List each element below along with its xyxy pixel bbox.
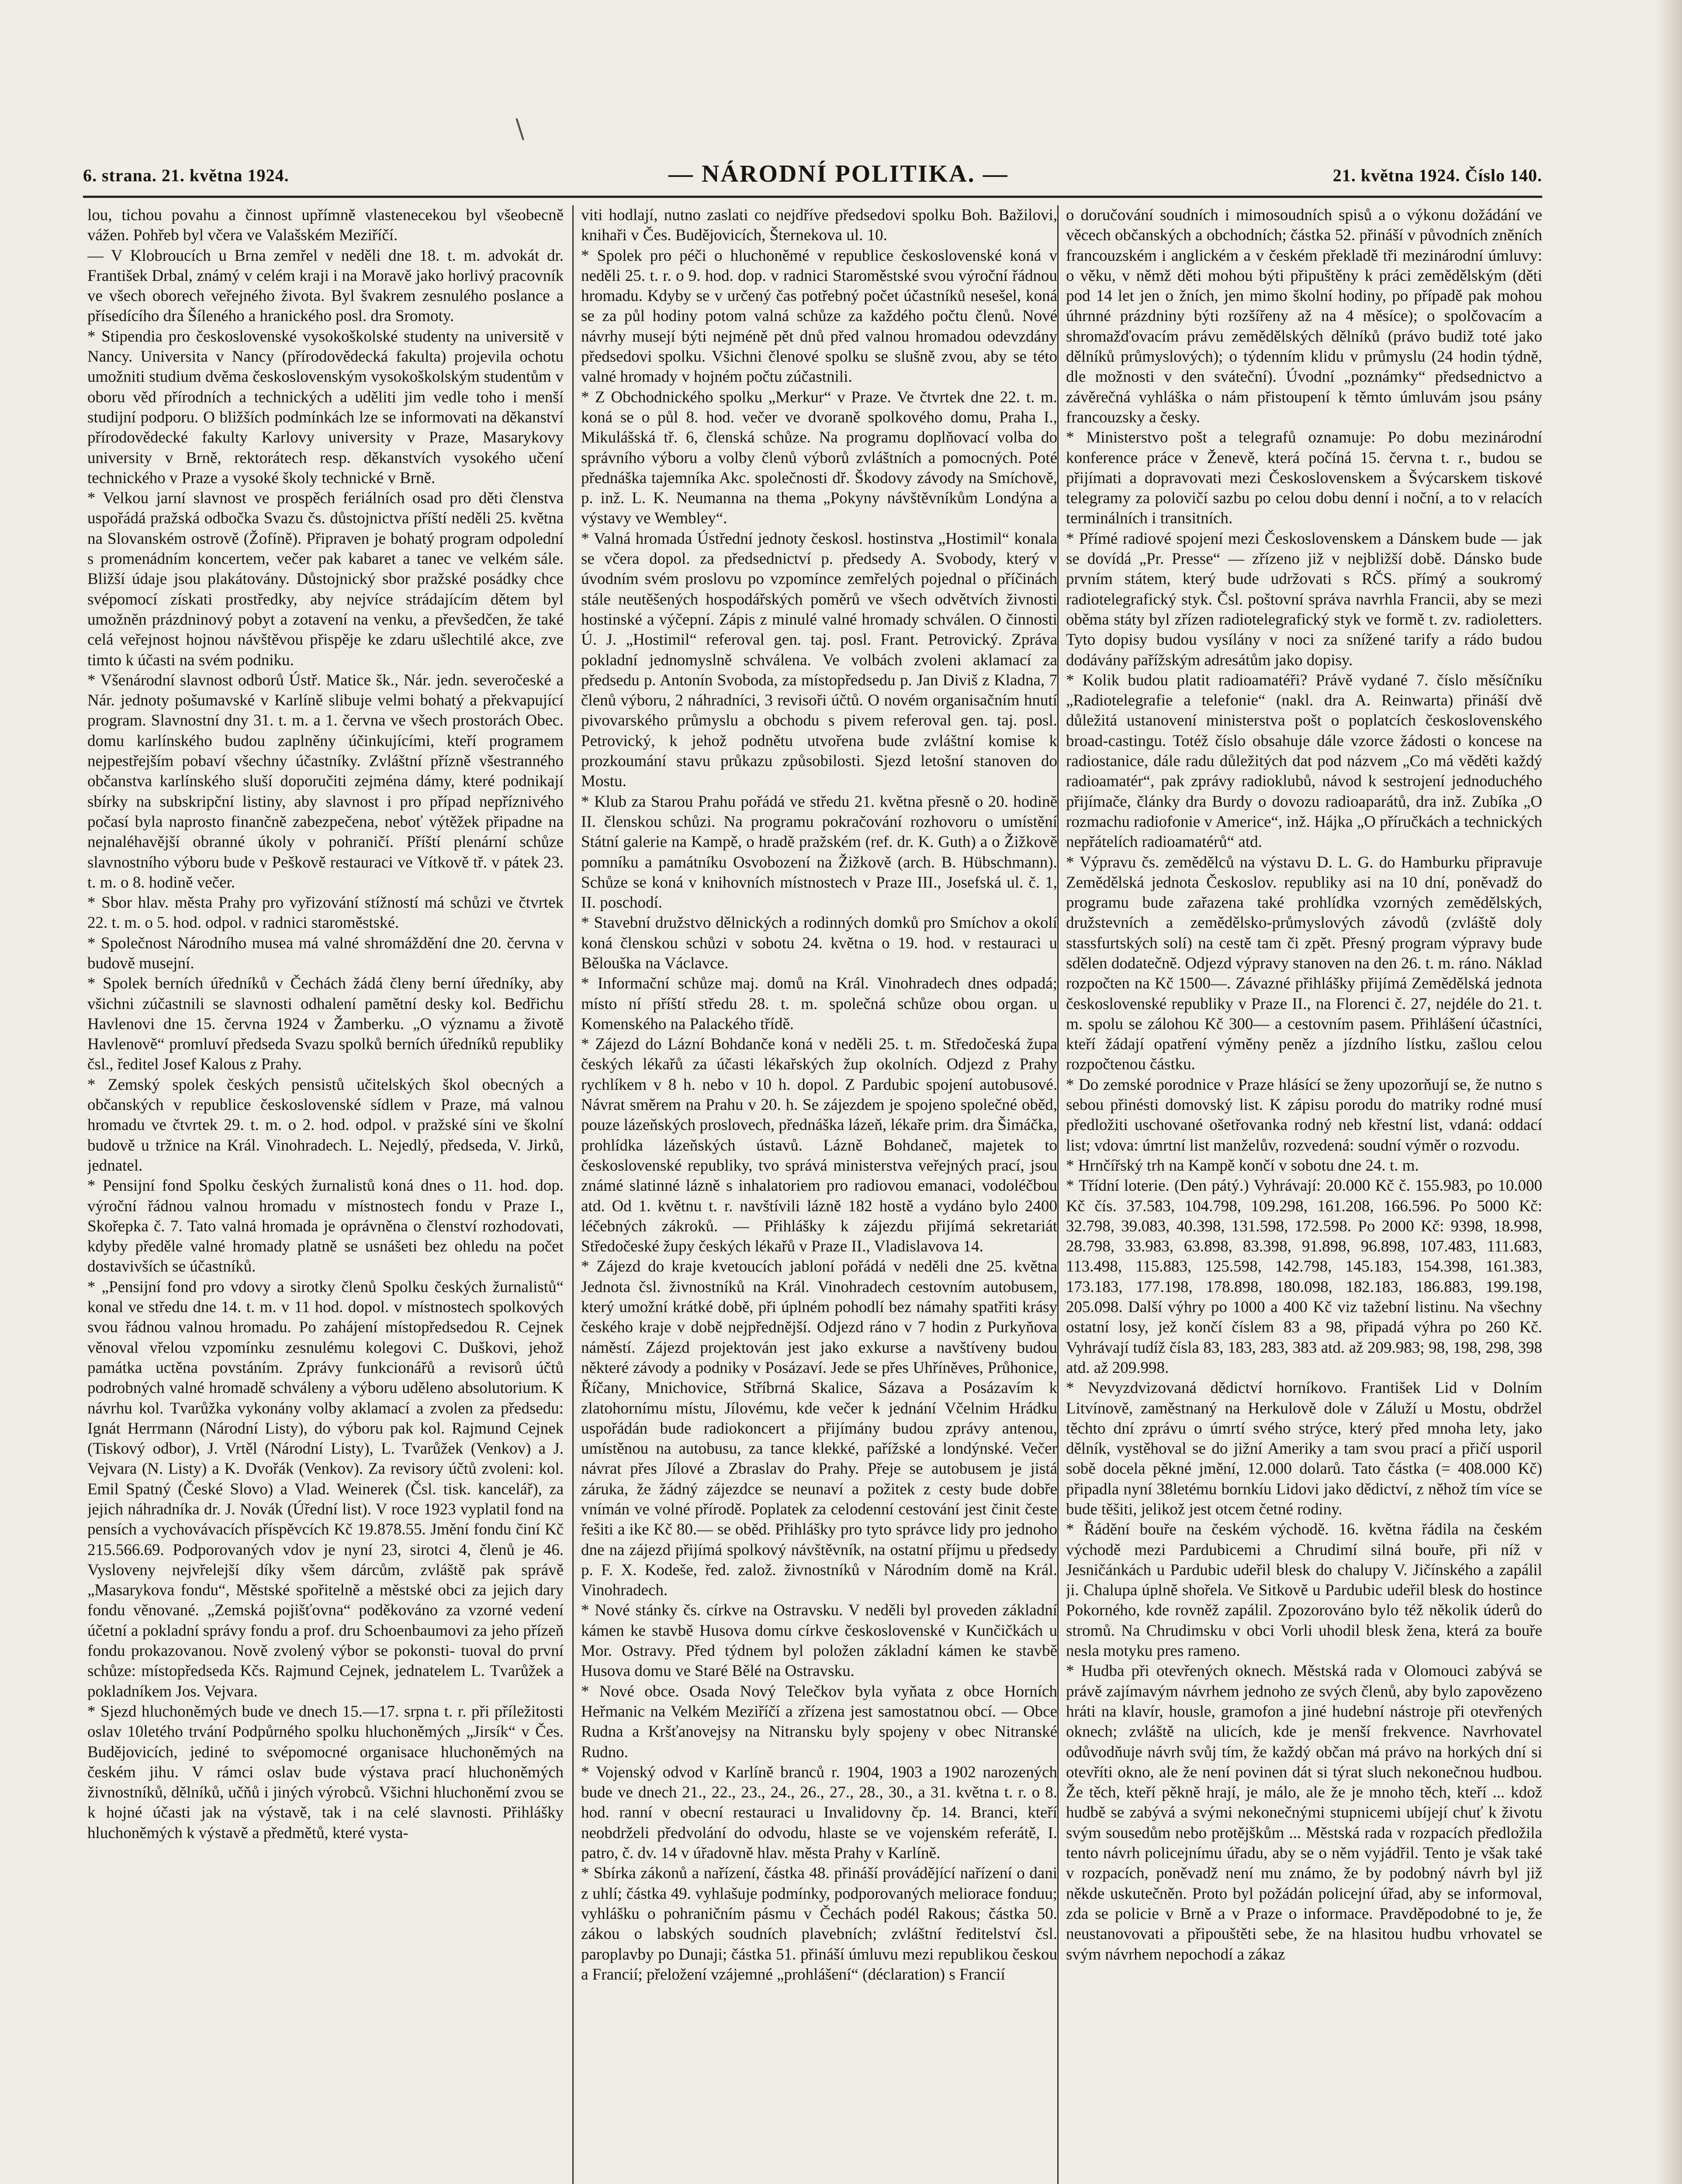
- article-paragraph: * Nové stánky čs. církve na Ostravsku. V neděli byl proveden základní kámen ke stavbě Husova domu církve československé v Kunčičkách u Mor. Ostravy. Před týdnem byl položen základní kámen ke stavbě Husova domu ve Staré Bělé na Ostravsku.: [581, 1601, 1057, 1680]
- stray-mark: \: [516, 114, 525, 144]
- article-paragraph: * Nové obce. Osada Nový Telečkov byla vyňata z obce Horních Heřmanic na Velkém Meziříčí a zřízena jest samostatnou obcí. — Obce Rudna a Kršťanovejsy na Nitransku byly spojeny v obec Nitranské Rudno.: [581, 1682, 1057, 1761]
- article-paragraph: * Z Obchodnického spolku „Merkur“ v Praze. Ve čtvrtek dne 22. t. m. koná se o půl 8. hod. večer ve dvoraně spolkového domu, Praha I., Mikulášská tř. 6, členská schůze. Na programu doplňovací volba do správního výboru a volby členů výborů zvláštních a pomocných. Poté přednáška tajemníka Akc. společnosti dř. Škodovy závody na Smíchově, p. inž. L. K. Neumanna na thema „Pokyny návštěvníkům Londýna a výstavy ve Wembley“.: [581, 388, 1057, 528]
- article-paragraph: * Ministerstvo pošt a telegrafů oznamuje: Po dobu mezinárodní konference práce v Ženevě, která počíná 15. června t. r., budou se přijímati a dopravovati mezi Československem a Švýcarskem tiskové telegramy za polovičí sazbu po celou dobu denní i noční, a to v relacích terminálních i transitních.: [1066, 429, 1542, 528]
- article-paragraph: * Zemský spolek českých pensistů učitelských škol obecných a občanských v republice československé sídlem v Praze, má valnou hromadu ve čtvrtek 29. t. m. o 2. hod. odpol. v pražské síni ve školní budově u tržnice na Král. Vinohradech. L. Nejedlý, předseda, V. Jirků, jednatel.: [87, 1075, 564, 1175]
- article-paragraph: lou, tichou povahu a činnost upřímně vlastenecekou byl všeobecně vážen. Pohřeb byl včera ve Valašském Meziříčí.: [87, 206, 564, 245]
- article-paragraph: * Sbor hlav. města Prahy pro vyřizování stížností má schůzi ve čtvrtek 22. t. m. o 5. hod. odpol. v radnici staroměstské.: [87, 894, 564, 932]
- article-paragraph: * Informační schůze maj. domů na Král. Vinohradech dnes odpadá; místo ní příští středu 28. t. m. společná schůze obou organ. u Komenského na Palackého třídě.: [581, 975, 1057, 1033]
- column-divider: [1057, 205, 1059, 2184]
- article-paragraph: * Zájezd do Lázní Bohdanče koná v neděli 25. t. m. Středočeská župa českých lékařů za účasti lékařských žup okolních. Odjezd z Prahy rychlíkem v 8 h. nebo v 10 h. dopol. Z Pardubic spojení autobusové. Návrat směrem na Prahu v 20. h. Se zájezdem je spojeno společné oběd, pouze lázeňských proslovech, přednáška lázeň, lékaře prim. dra Šimáčka, prohlídka lázeňských ústavů. Lázně Bohdaneč, majetek to československé republiky, tvo správá ministerstva veřejných prací, jsou známé slatinné lázně s inhalatoriem pro radiovou emanaci, vodoléčbou atd. Od 1. květnu t. r. navštívili lázně 182 hostě a vydáno bylo 2400 léčebných zákroků. — Přihlášky k zájezdu přijímá sekretariát Středočeské župy českých lékařů v Praze II., Vladislavova 14.: [581, 1035, 1057, 1256]
- article-paragraph: * Spolek berních úředníků v Čechách žádá členy berní úředníky, aby všichni zúčastnili se slavnosti odhalení pamětní desky kol. Bedřichu Havlenovi dne 15. června 1924 v Žamberku. „O významu a životě Havlenově“ promluví předseda Svazu spolků berních úředníků republiky čsl., ředitel Josef Kalous z Prahy.: [87, 975, 564, 1074]
- article-paragraph: * Všenárodní slavnost odborů Ústř. Matice šk., Nár. jedn. severočeské a Nár. jednoty pošumavské v Karlíně slibuje velmi bohatý a překvapující program. Slavnostní dny 31. t. m. a 1. června ve všech prostorách Obec. domu karlínského budou zaplněny účinkujícími, kteří programem nejpestřejším pobaví všechny účastníky. Zvláštní přízně všestranného občanstva karlínského sluší doporučiti zejména dámy, které podnikají sbírky na subskripční listiny, aby slavnost i pro případ nepříznivého počasí byla naprosto finančně zabezpečena, neboť výtěžek připadne na nejnaléhavější obranné úkoly v pohraničí. Příští plenární schůze slavnostního výboru bude v Peškově restauraci ve Vítkově tř. v pátek 23. t. m. o 8. hodině večer.: [87, 671, 564, 892]
- article-paragraph: — V Klobroucích u Brna zemřel v neděli dne 18. t. m. advokát dr. František Drbal, známý v celém kraji i na Moravě jako horlivý pracovník ve všech oborech veřejného života. Byl švakrem zesnulého poslance a přísedícího dra Šíleného a hranického posl. dra Sromoty.: [87, 246, 564, 325]
- article-paragraph: viti hodlají, nutno zaslati co nejdříve předsedovi spolku Boh. Bažilovi, knihaři v Čes. Budějovicích, Šternekova ul. 10.: [581, 206, 1057, 245]
- article-paragraph: * Výpravu čs. zemědělců na výstavu D. L. G. do Hamburku připravuje Zemědělská jednota Českoslov. republiky asi na 10 dní, poněvadž do programu bude zařazena také prohlídka vzorných zemědělských, družstevních a zemědělsko-průmyslových závodů (zvláště doly stassfurtských solí) na cestě tam či zpět. Přesný program výpravy bude sdělen dodatečně. Odjezd výpravy stanoven na den 26. t. m. ráno. Náklad rozpočten na Kč 1500—. Závazné přihlášky přijímá Zemědělská jednota československé republiky v Praze II., na Florenci č. 27, nejdéle do 21. t. m. spolu se zálohou Kč 300— a cestovním pasem. Přihlášení účastníci, kteří žádají opatření výměny peněz a jízdního lístku, zašlou celou rozpočtenou částku.: [1066, 853, 1542, 1074]
- column-3: [1066, 205, 1542, 2184]
- page-edge-shadow: [1656, 0, 1682, 2184]
- article-paragraph: * Třídní loterie. (Den pátý.) Vyhrávají: 20.000 Kč č. 155.983, po 10.000 Kč čís. 37.583, 104.798, 109.298, 161.208, 166.596. Po 5000 Kč: 32.798, 39.083, 40.398, 131.598, 172.598. Po 2000 Kč: 9398, 18.998, 28.798, 33.983, 63.898, 83.398, 91.898, 96.898, 107.483, 111.683, 113.498, 115.883, 125.598, 142.798, 145.183, 154.398, 161.383, 173.183, 177.198, 178.898, 180.098, 182.183, 186.883, 199.198, 205.098. Další výhry po 1000 a 400 Kč viz tažební listinu. Na všechny ostatní losy, jež končí číslem 83 a 98, připadá výhra po 260 Kč. Vyhrávají tudíž čísla 83, 183, 283, 383 atd. až 209.983; 98, 198, 298, 398 atd. až 209.998.: [1066, 1177, 1542, 1377]
- article-paragraph: * Velkou jarní slavnost ve prospěch feriálních osad pro děti členstva uspořádá pražská odbočka Svazu čs. důstojnictva příští neděli 25. května na Slovanském ostrově (Žofíně). Připraven je bohatý program odpolední s promenádním koncertem, večer pak kabaret a tanec ve velkém sále. Bližší údaje jsou plakátovány. Důstojnický sbor pražské posádky chce svépomocí získati prostředky, aby nejvíce strádajícím dětem byl umožněn prázdninový pobyt a zotavení na venku, a převšedčen, že také celá veřejnost hojnou návštěvou přispěje ke zdaru ušlechtilé akce, zve timto k účasti na svém podniku.: [87, 489, 564, 669]
- article-paragraph: * Valná hromada Ústřední jednoty českosl. hostinstva „Hostimil“ konala se včera dopol. za předsednictví p. předsedy A. Svobody, který v úvodním svém proslovu po vzpomínce zemřelých pojednal o příčinách stále neutěšených hospodářských poměrů ve všech odvětvích živnosti hostinské a výčepní. Zápis z minulé valné hromady schválen. O činnosti Ú. J. „Hostimil“ referoval gen. taj. posl. Frant. Petrovický. Zpráva pokladní jednomyslně schválena. Ve volbách zvoleni aklamací za předsedu p. Antonín Svoboda, za místopředsedu p. Jan Diviš z Kladna, 7 členů výboru, 2 náhradníci, 3 revisoři účtů. O novém organisačním hnutí pivovarského průmyslu a obchodu s pivem referoval gen. taj. posl. Petrovický, k jehož podnětu utvořena bude zvláštní komise k prozkoumání stavu průkazu způsobilosti. Sjezd letošní stanoven do Mostu.: [581, 529, 1057, 791]
- article-paragraph: * Přímé radiové spojení mezi Československem a Dánskem bude — jak se dovídá „Pr. Presse“ — zřízeno již v nejbližší době. Dánsko bude prvním státem, který bude udržovati s RČS. přímý a soukromý radiotelegrafický styk. Čsl. poštovní správa navrhla Francii, aby se mezi oběma státy byl zřízen radiotelegrafický styk ve formě t. zv. radioletters. Tyto dopisy budou vysílány v noci za snížené tarify a rádo budou dodávány pařížským adresátům jako dopisy.: [1066, 529, 1542, 669]
- article-paragraph: * Pensijní fond Spolku českých žurnalistů koná dnes o 11. hod. dop. výroční řádnou valnou hromadu v místnostech fondu v Praze I., Skořepka č. 7. Tato valná hromada je oprávněna o členství rozhodovati, kdyby předěle valné hromady platně se usnášeti bez ohledu na počet dostavivších se účastníků.: [87, 1177, 564, 1276]
- article-paragraph: * Stipendia pro československé vysokoškolské studenty na universitě v Nancy. Universita v Nancy (přírodovědecká fakulta) projevila ochotu umožniti studium dvěma československým vysokoškolským studentům v oboru věd přírodních a technických a uděliti jim vedle toho i menší studijní podporu. O bližších podmínkách lze se informovati na děkanství přírodovědecké fakulty Karlovy university v Praze, Masarykovy university v Brně, rektorátech resp. děkanstvích vysokého učení technického v Praze a vysoké školy technické v Brně.: [87, 327, 564, 487]
- article-paragraph: * Řádění bouře na českém východě. 16. května řádila na českém východě mezi Pardubicemi a Chrudimí silná bouře, při níž v Jesničánkách u Pardubic udeřil blesk do chalupy V. Jičínského a zapálil ji. Chalupa úplně shořela. Ve Sitkově u Pardubic udeřil blesk do hostince Pokorného, kde rovněž zapálil. Zpozorováno bylo též několik úderů do stromů. Na Chrudimsku v obci Vorli uhodil blesk žena, která za bouře nesla motyku pres rameno.: [1066, 1521, 1542, 1660]
- article-paragraph: * Spolek pro péči o hluchoněmé v republice československé koná v neděli 25. t. r. o 9. hod. dop. v radnici Staroměstské svou výroční řádnou hromadu. Kdyby se v určený čas potřebný počet účastníků nesešel, koná se za půl hodiny potom valná schůze za každého počtu členů. Nové návrhy musejí býti nejméně pět dnů před valnou hromadou odevzdány předsedovi spolku. Všichni členové spolku se slušně zvou, aby se této valné hromady v hojném počtu zúčastnili.: [581, 246, 1057, 386]
- column-1: [87, 205, 564, 2184]
- masthead-title: — NÁRODNÍ POLITIKA. —: [668, 160, 1009, 187]
- column-divider: [572, 205, 574, 2184]
- article-paragraph: * Klub za Starou Prahu pořádá ve středu 21. května přesně o 20. hodině II. členskou schůzi. Na programu pokračování rozhovoru o umístění Státní galerie na Kampě, o hradě pražském (ref. dr. K. Guth) a o Žižkově pomníku a památníku Osvobození na Žižkově (arch. B. Hübschmann). Schůze se koná v knihovních místnostech v Praze III., Josefská ul. č. 1, II. poschodí.: [581, 792, 1057, 912]
- article-paragraph: * Hrnčířský trh na Kampě končí v sobotu dne 24. t. m.: [1066, 1156, 1419, 1175]
- article-paragraph: * Hudba při otevřených oknech. Městská rada v Olomouci zabývá se právě zajímavým návrhem jednoho ze svých členů, aby bylo zapovězeno hráti na klavír, housle, gramofon a jiné hudební nástroje při otevřených oknech; zvláště na ulicích, kde je menší frekvence. Navrhovatel odůvodňuje návrh svůj tím, že každý občan má právo na horkých dní si otevříti okno, ale že není povinen dát si týrat sluch nekonečnou hudbou. Že těch, kteří pěkně hrají, je málo, ale že je mnoho těch, kteří ... kdož hudbě se zabývá a svými nekonečnými stupnicemi ubíjejí chuť k životu svým sousedům nebo protějškům ... Městská rada v rozpacích předložila tento návrh policejnímu úřadu, aby se o něm vyjádřil. Tento je však také v rozpacích, poněvadž není mu známo, že by podobný návrh byl již někde uskutečněn. Proto byl požádán policejní úřad, aby se informoval, zda se policie v Brně a v Praze o informace. Pravděpodobné to je, že neustanovovati a připouštěti sebe, že na hlasitou hudbu vrhovatel se svým návrhem nepochodí a zákaz: [1066, 1662, 1542, 1963]
- article-paragraph: * Zájezd do kraje kvetoucích jabloní pořádá v neděli dne 25. května Jednota čsl. živnostníků na Král. Vinohradech cestovním autobusem, který umožní krátké době, při úplném pohodlí bez námahy spatřiti krásy českého kraje v době nejpřednější. Odjezd ráno v 7 hodin z Purkyňova náměstí. Zájezd projektován jest jako exkurse a navštíveny budou některé závody a podniky v Posázaví. Jede se přes Uhříněves, Průhonice, Říčany, Mnichovice, Stříbrná Skalice, Sázava a Posázavím k zlatohornímu místu, Jílovému, kde večer k jednání Včelnim Hrádku uspořádán bude radiokoncert a přijímány budou zprávy antenou, umístěnou na autobusu, za tance klekké, pařížské a londýnské. Večer návrat přes Jílové a Zbraslav do Prahy. Přeje se autobusem je jistá záruka, že žádný zájezdce se neunaví a požitek z cesty bude dobře vnímán ve volné přírodě. Poplatek za celodenní cestování jest činit česte řešiti a ike Kč 80.— se oběd. Přihlášky pro tyto správce lidy pro jednoho dne na zájezd přijímá spolkový návštěvník, na ostatní příjmu u předsedy p. F. X. Kodeše, řed. založ. živnostníků v Národním domě na Král. Vinohradech.: [581, 1258, 1057, 1600]
- article-paragraph: * Nevyzdvizovaná dědictví horníkovo. František Lid v Dolním Litvínově, zaměstnaný na Herkulově dole v Záluží u Mostu, obdržel těchto dní zprávu o úmrtí svého strýce, který před mnoha lety, jako dělník, vystěhoval se do jižní Ameriky a tam svou prací a přičí usporil sobě docela pěkné jmění, 12.000 dolarů. Tato částka (= 408.000 Kč) připadla nyní 38letému bornkíu Lidovi jako dědictví, z něhož tím více se bude těšiti, jelikož jest otcem četné rodiny.: [1066, 1379, 1542, 1518]
- page-number-date: 6. strana. 21. května 1924.: [83, 166, 289, 185]
- article-paragraph: * Stavební družstvo dělnických a rodinných domků pro Smíchov a okolí koná členskou schůzi v sobotu 24. května o 19. hod. v restauraci u Bělouška na Václavce.: [581, 914, 1057, 972]
- article-paragraph: * Společnost Národního musea má valné shromáždění dne 20. června v budově musejní.: [87, 934, 564, 972]
- article-paragraph: * Sjezd hluchoněmých bude ve dnech 15.—17. srpna t. r. při příležitosti oslav 10letého trvání Podpůrného spolku hluchoněmých „Jirsík“ v Čes. Budějovicích, jediné to svépomocné organisace hluchoněmých na českém jihu. V rámci oslav bude výstava prací hluchoněmých živnostníků, dělníků, učňů i jiných výrobců. Všichni hluchoněmí zvou se k hojné účasti jak na výstavě, tak i na celé slavnosti. Přihlášky hluchoněmých k výstavě a předmětů, které vysta-: [87, 1702, 564, 1842]
- article-paragraph: * Sbírka zákonů a nařízení, částka 48. přináší provádějící nařízení o dani z uhlí; částka 49. vyhlašuje podmínky, podporovaných meliorace fonduu; vyhlášku o pohraničním pásmu v Čechách podél Rakous; částka 50. zákou o labských soudních plavebních; zvláštní ředitelství čsl. paroplavby po Dunaji; částka 51. přináší úmluvu mezi republikou českou a Francií; přeložení vzájemné „prohlášení“ (déclaration) s Francií: [581, 1864, 1057, 1984]
- header-rule: [83, 196, 1542, 198]
- page-header: [83, 160, 1542, 196]
- article-paragraph: * Do zemské porodnice v Praze hlásící se ženy upozorňují se, že nutno s sebou přinésti domovský list. K zápisu porodu do matriky rodné musí předložiti uschované ošetřovanka rodný neb křestní list, vdaná: oddací list; vdova: úmrtní list manželův, rozvedená: soudní výměr o rozvodu.: [1066, 1075, 1542, 1154]
- article-paragraph: o doručování soudních i mimosoudních spisů a o výkonu dožádání ve věcech občanských a obchodních; částka 52. přináší v původních zněních francouzském i anglickém a v českém překladě tři mezinárodní úmluvy: o věku, v němž děti mohou býti připuštěny k práci zemědělským (děti pod 14 let jen o žních, jen mimo školní hodiny, po případě pak mohou úhrnné prázdniny býti rozšířeny až na 4 měsíce); o spolčovacím a shromažďovacím právu zemědělských dělníků (právo budiž toté jako dělníků průmyslových); o týdenním klidu v průmyslu (24 hodin týdně, dle možnosti v den sváteční). Úvodní „poznámky“ předsednictvo a závěrečná vyhláška o nám přistoupení k těmto úmluvám jsou psány francouzsky a česky.: [1066, 206, 1542, 426]
- column-2: [581, 205, 1057, 2184]
- article-paragraph: * Vojenský odvod v Karlíně branců r. 1904, 1903 a 1902 narozených bude ve dnech 21., 22., 23., 24., 26., 27., 28., 30., a 31. května t. r. o 8. hod. ranní v obecní restauraci u Invalidovny čp. 14. Branci, kteří neobdrželi předvolání do odvodu, hlaste se ve vojenském referátě, I. patro, č. dv. 14 v úřadovně hlav. města Prahy v Karlíně.: [581, 1763, 1057, 1863]
- issue-date-number: 21. května 1924. Číslo 140.: [1332, 166, 1542, 185]
- article-paragraph: * „Pensijní fond pro vdovy a sirotky členů Spolku českých žurnalistů“ konal ve středu dne 14. t. m. v 11 hod. dopol. v místnostech spolkových svou řádnou valnou hromadu. Po zahájení místopředsedou R. Cejnek věnoval vřelou vzpomínku zesnulému kolegovi C. Duškovi, jehož památka uctěna povstáním. Zprávy funkcionářů a revisorů účtů podrobných valné hromadě schváleny a výboru uděleno absolutorium. K návrhu kol. Tvarůžka vykonány volby aklamací a zvolen za předsedu: Ignát Herrmann (Národní Listy), do výboru pak kol. Rajmund Cejnek (Tiskový odbor), J. Vrtěl (Národní Listy), L. Tvarůžek (Venkov) a J. Vejvara (N. Listy) a K. Dvořák (Venkov). Za revisory účtů zvoleni: kol. Emil Spatný (České Slovo) a Vlad. Weinerek (Čsl. tisk. kancelář), za jejich náhradníka dr. J. Novák (Úřední list). V roce 1923 vyplatil fond na pensích a vychovávacích příspěvcích Kč 19.878.55. Jmění fondu činí Kč 215.566.69. Podporovaných vdov je nyní 23, sirotci 4, členů je 46. Vysloveny nejvřelejší díky všem dárcům, zvláště pak správě „Masarykova fondu“, Městské spořitelně a městské obci za jejich dary fondu věnované. „Zemská pojišťovna“ poděkováno za vzorné vedení účetní a pokladní správy fondu a prof. dru Schoenbaumovi za jeho přízeň fondu prokazovanou. Nově zvolený výbor se pokonsti- tuoval do první schůze: místopředseda Kčs. Rajmund Cejnek, jednatelem L. Tvarůžek a pokladníkem Jos. Vejvara.: [87, 1278, 564, 1700]
- article-paragraph: * Kolik budou platit radioamatéři? Právě vydané 7. číslo měsíčníku „Radiotelegrafie a telefonie“ (nakl. dra A. Reinwarta) přináší dvě důležitá ustanovení ministerstva pošt o poplatcích československého broad-castingu. Totéž číslo obsahuje dále vzorce žádosti o koncese na radiostanice, dále radu důležitých dat pod názvem „Co má věděti každý radioamatér“, pak zprávy radioklubů, návod k sestrojení jednoduchého přijímače, články dra Burdy o dovozu radioaparátů, dra inž. Zubíka „O rozmachu radiofonie v Americe“, inž. Hájka „O příručkách a technických nepřátelích radioamatérů“ atd.: [1066, 671, 1542, 851]
